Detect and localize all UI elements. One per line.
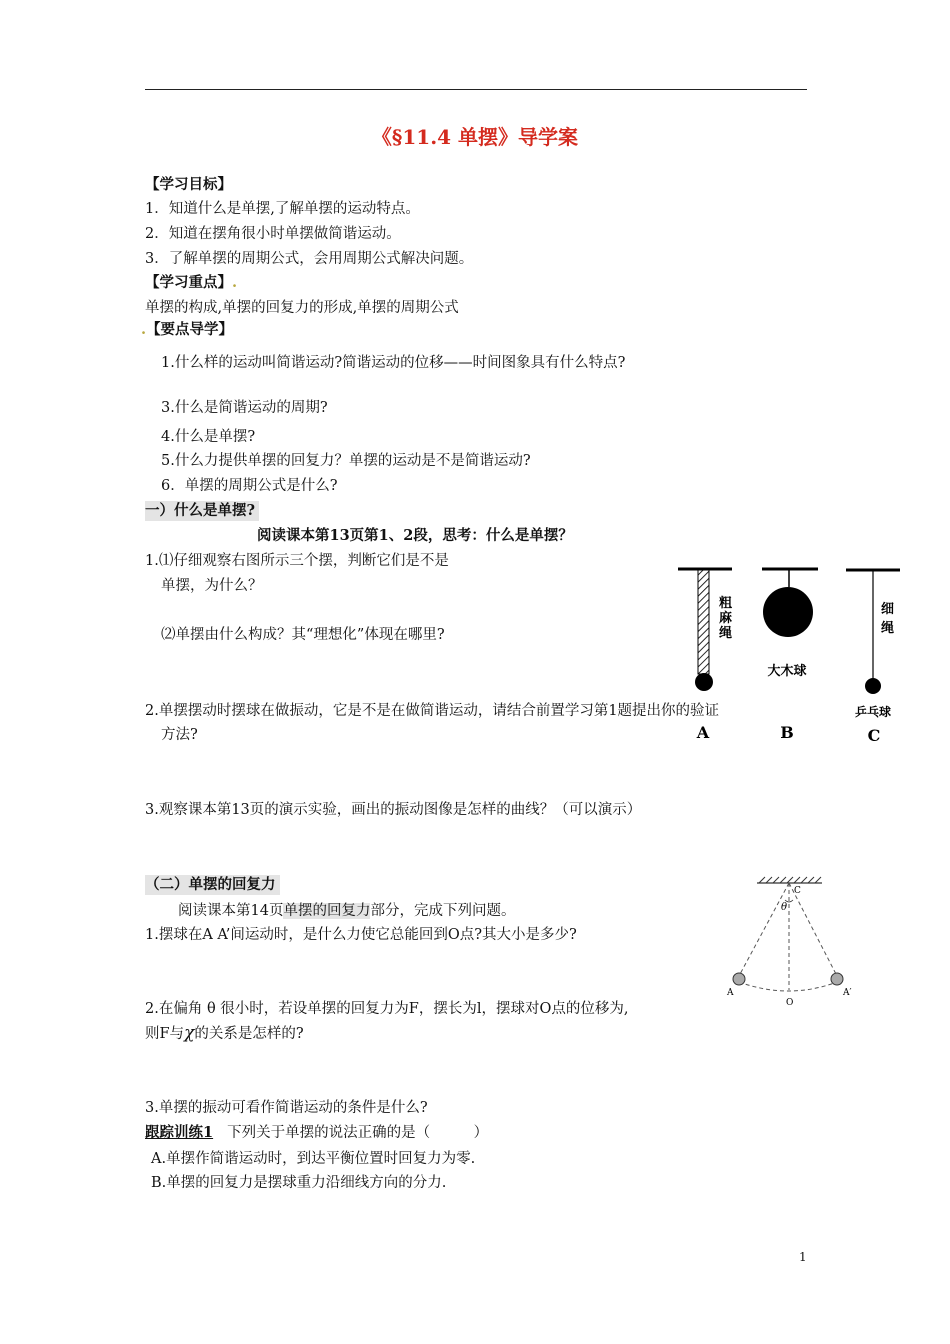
section1-q2-line2: 方法? xyxy=(161,727,198,743)
bob-left xyxy=(733,973,745,985)
objective-item-1: 1．知道什么是单摆,了解单摆的运动特点。 xyxy=(145,201,420,217)
objective-item-3: 3．了解单摆的周期公式，会用周期公式解决问题。 xyxy=(145,251,474,267)
objectives-heading: 【学习目标】 xyxy=(145,176,232,193)
pendulum-c-ball-label: 乒乓球 xyxy=(854,705,892,719)
pendulum-swing-figure xyxy=(724,872,864,1007)
section1-q1-line2: 单摆，为什么？ xyxy=(161,578,263,594)
pendulum-b-ball-label: 大木球 xyxy=(767,664,807,679)
practice-heading: 跟踪训练1 xyxy=(145,1124,214,1141)
pendulum-c-ball xyxy=(865,678,881,694)
pendulum-a-thick-rope xyxy=(698,570,709,674)
chi-symbol: χ xyxy=(184,1023,195,1043)
practice-question: 下列关于单摆的说法正确的是（ ） xyxy=(227,1125,489,1141)
rope-a-label-1: 粗 xyxy=(719,596,733,611)
key-points-heading xyxy=(145,273,237,293)
section1-q3: 3.观察课本第13页的演示实验，画出的振动图像是怎样的曲线？（可以演示） xyxy=(145,802,642,818)
point-a-prime-label: A′ xyxy=(843,988,852,998)
section2-q2-line1: 2.在偏角 θ 很小时，若设单摆的回复力为F，摆长为l，摆球对O点的位移为, xyxy=(145,1001,629,1017)
section2-q2-line2 xyxy=(145,1023,304,1044)
rope-c-label-1: 细 xyxy=(881,602,895,617)
ceiling-hatch xyxy=(759,877,821,883)
guide-item-4: 4.什么是单摆? xyxy=(161,429,256,445)
point-o-label: O xyxy=(786,998,794,1007)
pendulum-a-letter: A xyxy=(696,723,710,742)
swing-arc xyxy=(739,982,837,991)
guide-heading xyxy=(141,320,233,340)
string-left-position xyxy=(739,883,789,976)
key-points-text: 单摆的构成,单摆的回复力的形成,单摆的周期公式 xyxy=(145,300,459,316)
section1-heading: 一）什么是单摆? xyxy=(145,501,259,521)
section1-q1-line1: 1.⑴仔细观察右图所示三个摆，判断它们是不是 xyxy=(145,553,449,569)
section2-q2-pre: 则F与 xyxy=(145,1026,185,1042)
guide-item-5: 5.什么力提供单摆的回复力？单摆的运动是不是简谐运动? xyxy=(161,453,531,469)
section2-reading xyxy=(178,901,515,921)
section2-q1: 1.摆球在A A’间运动时，是什么力使它总能回到O点?其大小是多少? xyxy=(145,927,577,943)
guide-item-1: 1.什么样的运动叫简谐运动?简谐运动的位移——时间图象具有什么特点? xyxy=(161,355,626,371)
page-number: 1 xyxy=(799,1250,807,1264)
point-c-label: C xyxy=(794,886,801,896)
section1-q1-part2: ⑵单摆由什么构成？其“理想化”体现在哪里? xyxy=(161,627,445,643)
theta-label: θ xyxy=(781,902,788,913)
section1-q2-line1: 2.单摆摆动时摆球在做振动，它是不是在做简谐运动，请结合前置学习第1题提出你的验证 xyxy=(145,703,720,719)
pendulum-c-letter: C xyxy=(867,726,881,745)
guide-item-6: 6．单摆的周期公式是什么? xyxy=(161,478,338,494)
key-points-heading-text: 【学习重点】 xyxy=(145,274,232,291)
section2-q3: 3.单摆的振动可看作简谐运动的条件是什么? xyxy=(145,1100,428,1116)
rope-c-label-2: 绳 xyxy=(881,621,895,636)
point-a-label: A xyxy=(727,988,734,998)
section2-reading-pre: 阅读课本第14页 xyxy=(178,903,284,919)
pendulum-b-letter: B xyxy=(780,723,794,742)
rope-a-label-2: 麻 xyxy=(719,611,733,626)
guide-item-3: 3.什么是简谐运动的周期? xyxy=(161,400,328,416)
pendulum-comparison-figure xyxy=(670,560,910,750)
section1-reading: 阅读课本第13页第1、2段，思考：什么是单摆？ xyxy=(257,527,573,544)
practice-question-line xyxy=(145,1123,488,1143)
stray-dot-mark: . xyxy=(232,274,238,291)
bob-right xyxy=(831,973,843,985)
section2-q2-post: 的关系是怎样的? xyxy=(194,1026,304,1042)
section2-heading: （二）单摆的回复力 xyxy=(145,875,280,895)
practice-option-b: B.单摆的回复力是摆球重力沿细线方向的分力. xyxy=(151,1175,447,1191)
pendulum-a-ball xyxy=(695,673,713,691)
page-title: 《§11.4 单摆》导学案 xyxy=(371,125,579,149)
header-rule xyxy=(145,89,807,90)
guide-heading-text: 【要点导学】 xyxy=(146,321,234,338)
section2-reading-highlight: 单摆的回复力 xyxy=(283,903,371,919)
stray-dot-mark: . xyxy=(141,321,147,338)
practice-option-a: A.单摆作简谐运动时，到达平衡位置时回复力为零. xyxy=(151,1151,476,1167)
section2-reading-post: 部分，完成下列问题。 xyxy=(370,903,516,919)
objective-item-2: 2．知道在摆角很小时单摆做简谐运动。 xyxy=(145,226,401,242)
string-right-position xyxy=(789,883,837,976)
rope-a-label-3: 绳 xyxy=(719,626,733,641)
pendulum-b-ball xyxy=(763,587,813,637)
